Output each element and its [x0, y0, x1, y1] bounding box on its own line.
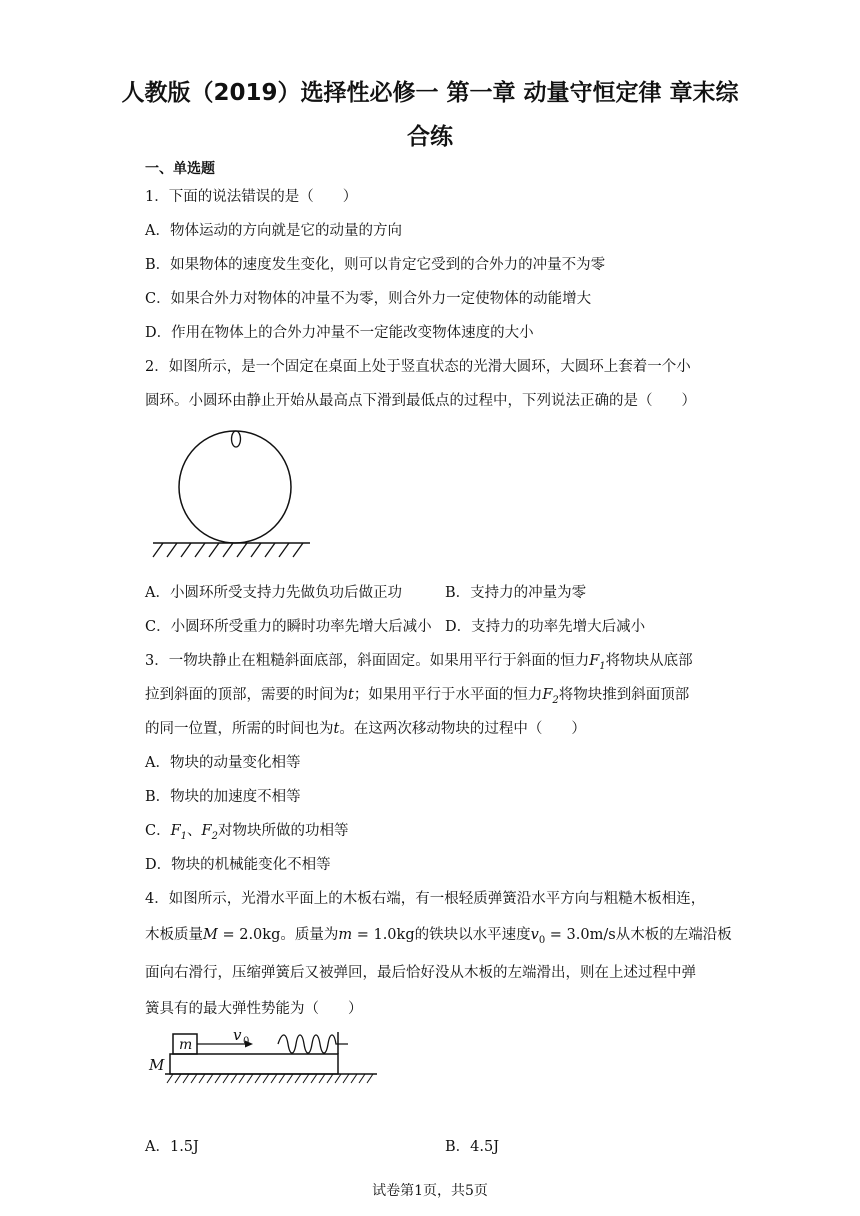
ring-figure	[145, 425, 320, 565]
q3-option-d: D．物块的机械能变化不相等	[145, 857, 331, 873]
q1-option-c: C．如果合外力对物体的冲量不为零，则合外力一定使物体的动能增大	[145, 291, 592, 307]
page-title-line2: 合练	[407, 124, 453, 150]
section-heading: 一、单选题	[145, 161, 215, 177]
q3-stem-line1: 3．一物块静止在粗糙斜面底部，斜面固定。如果用平行于斜面的恒力$F_1$将物块从底部	[145, 653, 693, 672]
q4-stem-line4: 簧具有的最大弹性势能为（ ）	[145, 1001, 363, 1017]
block-label: m	[179, 1037, 193, 1053]
q2-option-d: D．支持力的功率先增大后减小	[445, 619, 646, 635]
q2-stem-line1: 2．如图所示，是一个固定在桌面上处于竖直状态的光滑大圆环，大圆环上套着一个小	[145, 359, 691, 375]
q1-option-d: D．作用在物体上的合外力冲量不一定能改变物体速度的大小	[145, 325, 534, 341]
q3-option-c: C．$F_1$、$F_2$对物块所做的功相等	[145, 823, 349, 842]
q2-option-a: A．小圆环所受支持力先做负功后做正功	[145, 585, 402, 601]
q4-stem-line3: 面向右滑行，压缩弹簧后又被弹回，最后恰好没从木板的左端滑出，则在上述过程中弹	[145, 965, 696, 981]
q3-stem-line2: 拉到斜面的顶部，需要的时间为t；如果用平行于水平面的恒力$F_2$将物块推到斜面顶部	[145, 687, 690, 706]
q4-option-b: B．4.5J	[445, 1139, 500, 1155]
large-ring	[179, 431, 291, 543]
velocity-subscript: 0	[243, 1036, 250, 1047]
board-label: M	[149, 1056, 165, 1074]
q1-option-a: A．物体运动的方向就是它的动量的方向	[145, 223, 402, 239]
ground-hatching	[167, 1074, 373, 1083]
q1-stem: 1．下面的说法错误的是（ ）	[145, 189, 358, 205]
ground-hatching	[153, 543, 303, 557]
q1-option-b: B．如果物体的速度发生变化，则可以肯定它受到的合外力的冲量不为零	[145, 257, 606, 273]
q3-option-a: A．物块的动量变化相等	[145, 755, 301, 771]
q4-stem-line1: 4．如图所示，光滑水平面上的木板右端，有一根轻质弹簧沿水平方向与粗糙木板相连，	[145, 891, 706, 907]
q4-stem-line2: 木板质量M = 2.0kg。质量为m = 1.0kg的铁块以水平速度$v_0 = 3.0m/s$从木板的左端沿板	[145, 927, 732, 946]
q4-option-a: A．1.5J	[145, 1139, 199, 1155]
velocity-label: v	[233, 1028, 242, 1044]
page-footer: 试卷第1页，共5页	[372, 1183, 488, 1199]
q3-stem-line3: 的同一位置，所需的时间也为t。在这两次移动物块的过程中（ ）	[145, 721, 586, 737]
board	[170, 1054, 338, 1074]
q2-option-c: C．小圆环所受重力的瞬时功率先增大后减小	[145, 619, 432, 635]
small-ring	[232, 431, 241, 447]
spring-board-figure	[145, 1028, 385, 1088]
q2-stem-line2: 圆环。小圆环由静止开始从最高点下滑到最低点的过程中，下列说法正确的是（ ）	[145, 393, 696, 409]
q2-option-b: B．支持力的冲量为零	[445, 585, 587, 601]
page-title-line1: 人教版（2019）选择性必修一 第一章 动量守恒定律 章末综	[121, 80, 739, 106]
q3-option-b: B．物块的加速度不相等	[145, 789, 301, 805]
